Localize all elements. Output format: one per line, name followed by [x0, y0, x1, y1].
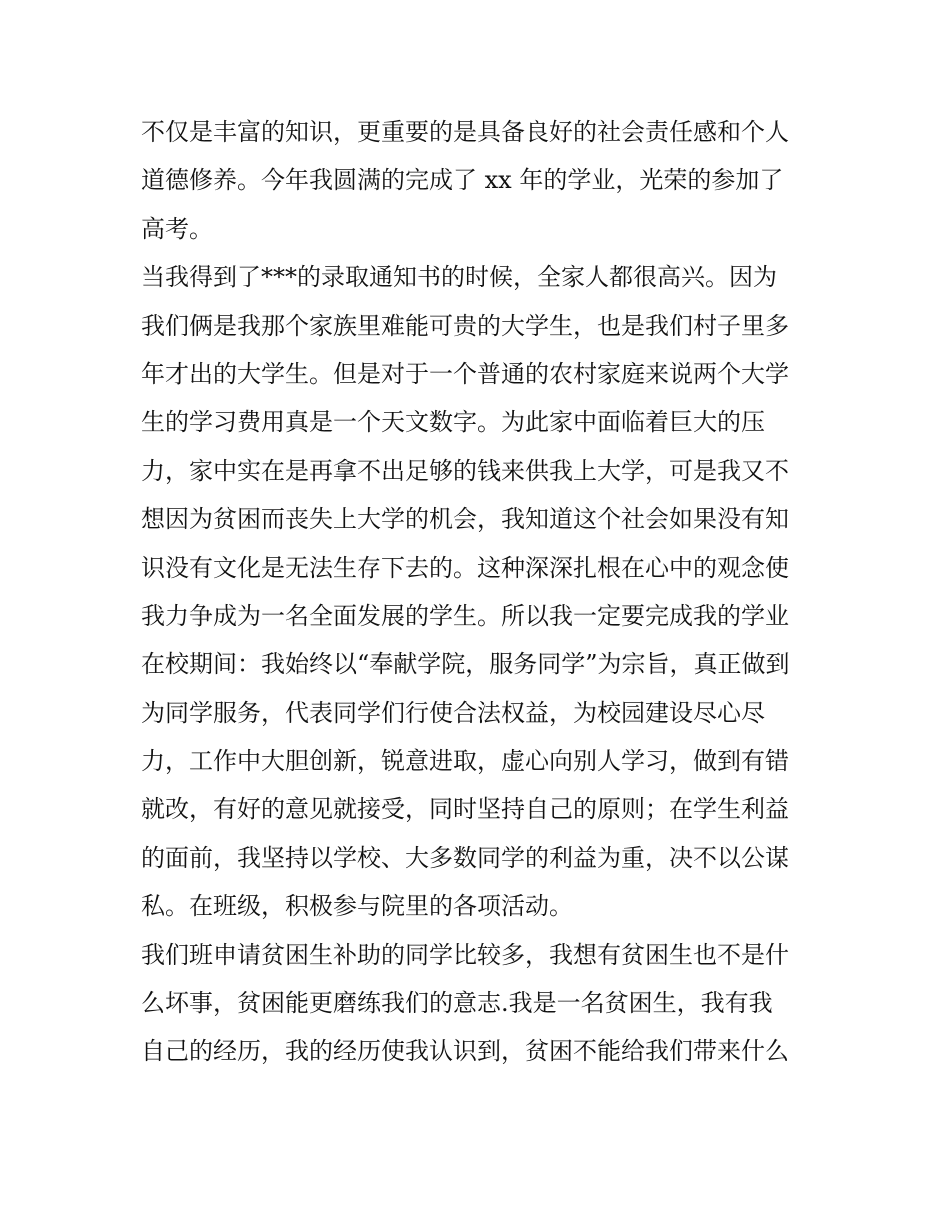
text-line: 我力争成为一名全面发展的学生。所以我一定要完成我的学业: [141, 601, 789, 630]
text-line: 想因为贫困而丧失上大学的机会，我知道这个社会如果没有知: [141, 505, 789, 534]
text-line: 生的学习费用真是一个天文数字。为此家中面临着巨大的压: [141, 408, 765, 437]
text-line: 就改，有好的意见就接受，同时坚持自己的原则；在学生利益: [141, 795, 789, 824]
text-line: 道德修养。今年我圆满的完成了 xx 年的学业，光荣的参加了: [141, 166, 784, 195]
text-line: 在校期间：我始终以“奉献学院，服务同学”为宗旨，真正做到: [141, 650, 790, 679]
text-line: 高考。: [141, 214, 213, 243]
text-line: 么坏事，贫困能更磨练我们的意志.我是一名贫困生，我有我: [141, 989, 773, 1018]
text-line: 力，家中实在是再拿不出足够的钱来供我上大学，可是我又不: [141, 456, 789, 485]
text-line: 自己的经历，我的经历使我认识到，贫困不能给我们带来什么: [141, 1037, 789, 1066]
text-line: 的面前，我坚持以学校、大多数同学的利益为重，决不以公谋: [141, 843, 789, 872]
text-line: 我们班申请贫困生补助的同学比较多，我想有贫困生也不是什: [141, 940, 789, 969]
text-line: 我们俩是我那个家族里难能可贵的大学生，也是我们村子里多: [141, 311, 789, 340]
text-line: 当我得到了***的录取通知书的时候，全家人都很高兴。因为: [141, 263, 777, 292]
document-body: [141, 108, 821, 1076]
text-line: 力，工作中大胆创新，锐意进取，虚心向别人学习，做到有错: [141, 747, 789, 776]
text-line: 为同学服务，代表同学们行使合法权益，为校园建设尽心尽: [141, 698, 765, 727]
text-line: 年才出的大学生。但是对于一个普通的农村家庭来说两个大学: [141, 359, 789, 388]
text-line: 私。在班级，积极参与院里的各项活动。: [141, 892, 573, 921]
text-line: 不仅是丰富的知识，更重要的是具备良好的社会责任感和个人: [141, 118, 789, 146]
text-line: 识没有文化是无法生存下去的。这种深深扎根在心中的观念使: [141, 553, 789, 582]
